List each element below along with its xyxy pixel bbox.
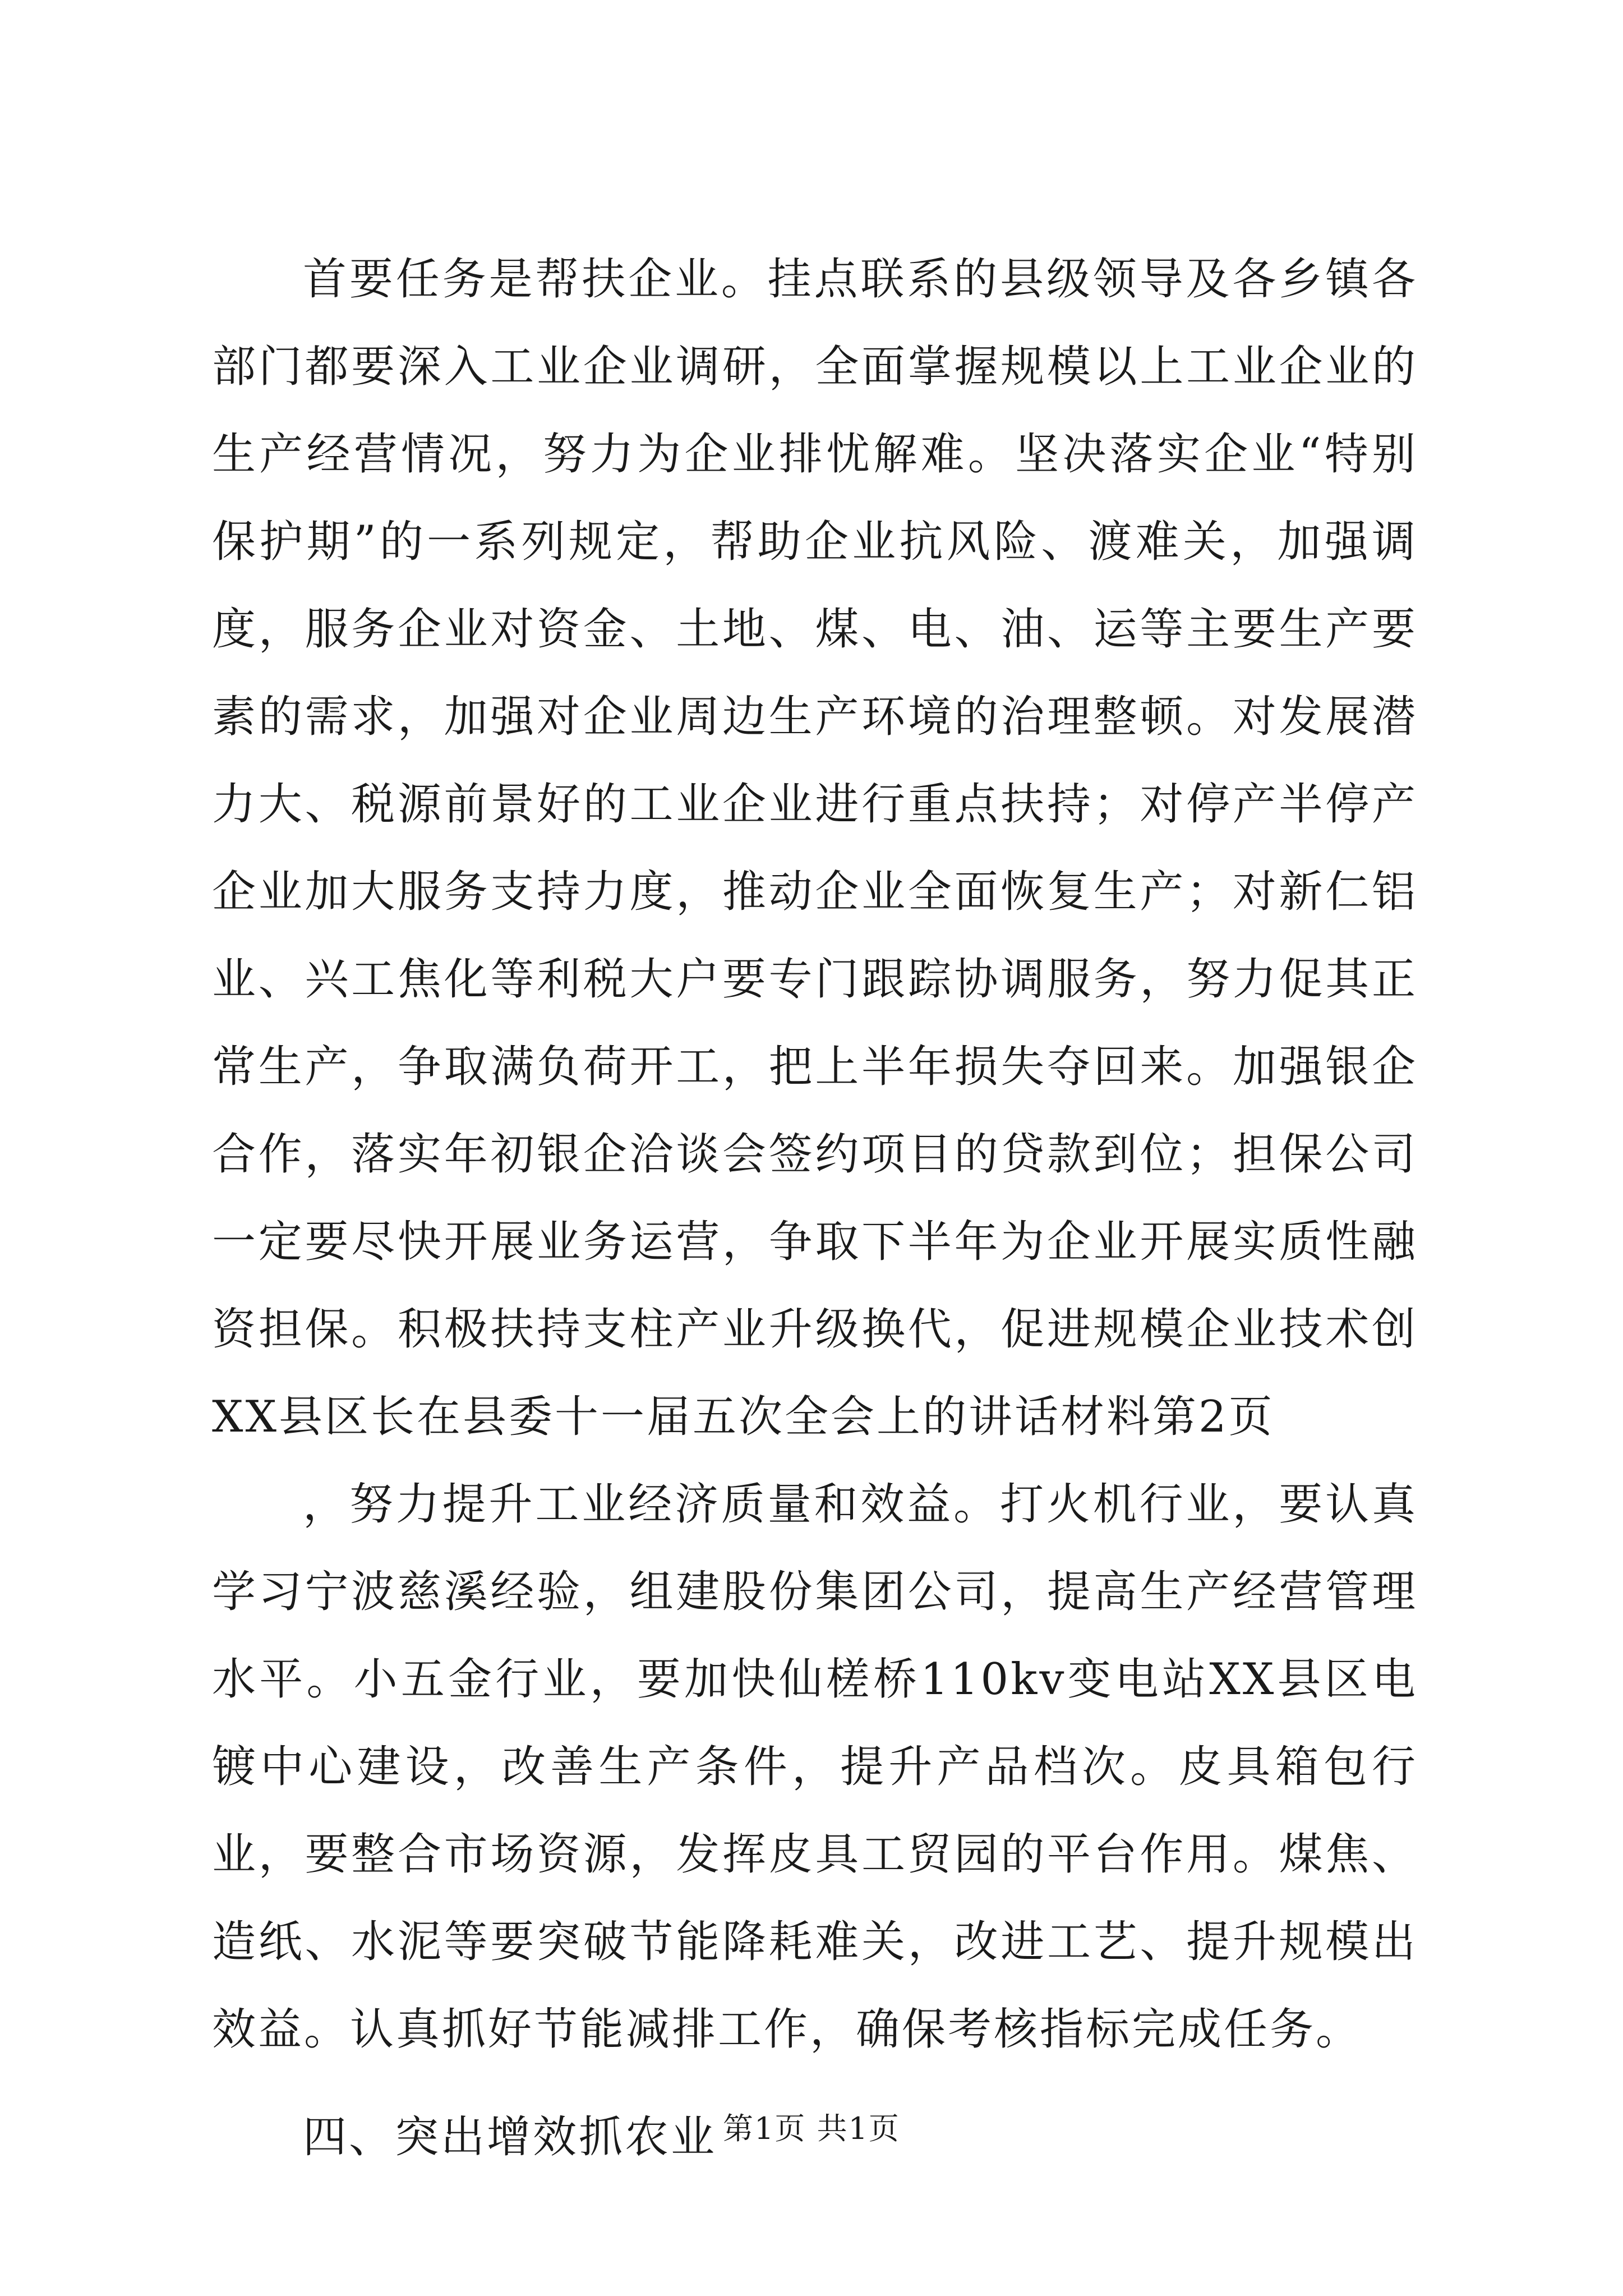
paragraph-support-enterprises: 首要任务是帮扶企业。挂点联系的县级领导及各乡镇各部门都要深入工业企业调研，全面掌握规模以上工业企业的生产经营情况，努力为企业排忧解难。坚决落实企业“特别保护期”的一系列规定，帮助企业抗风险、渡难关，加强调度，服务企业对资金、土地、煤、电、油、运等主要生产要素的需求，加强对企业周边生产环境的治理整顿。对发展潜力大、税源前景好的工业企业进行重点扶持；对停产半停产企业加大服务支持力度，推动企业全面恢复生产；对新仁铝业、兴工焦化等利税大户要专门跟踪协调服务，努力促其正常生产，争取满负荷开工，把上半年损失夺回来。加强银企合作，落实年初银企洽谈会签约项目的贷款到位；担保公司一定要尽快开展业务运营，争取下半年为企业开展实质性融资担保。积极扶持支柱产业升级换代，促进规模企业技术创XX县区长在县委十一届五次全会上的讲话材料第2页 (212, 254, 1418, 1442)
page-footer: 第1页 共1页 (723, 2111, 900, 2146)
document-body (212, 236, 1418, 2181)
section-heading-agriculture: 四、突出增效抓农业 (303, 2112, 717, 2162)
paragraph-industrial-quality: ，努力提升工业经济质量和效益。打火机行业，要认真学习宁波慈溪经验，组建股份集团公司，提高生产经营管理水平。小五金行业，要加快仙槎桥110kv变电站XX县区电镀中心建设，改善生产条件，提升产品档次。皮具箱包行业，要整合市场资源，发挥皮具工贸园的平台作用。煤焦、造纸、水泥等要突破节能降耗难关，改进工艺、提升规模出效益。认真抓好节能减排工作，确保考核指标完成任务。 (212, 1479, 1418, 2055)
